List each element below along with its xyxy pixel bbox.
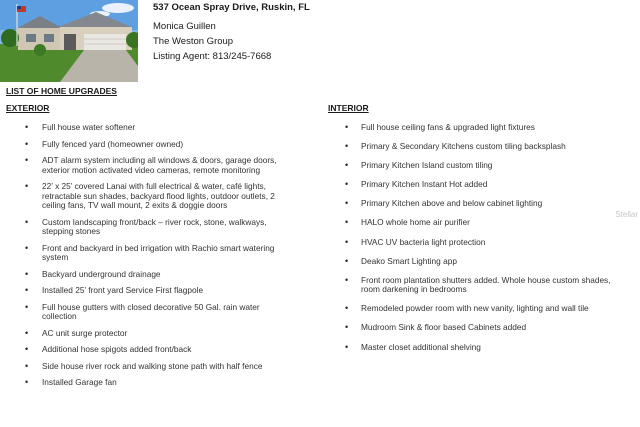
interior-section xyxy=(328,103,628,362)
list-item: • Primary Kitchen above and below cabinet lighting xyxy=(328,199,628,209)
list-item: • Installed Garage fan xyxy=(6,378,296,388)
exterior-list xyxy=(6,123,296,388)
list-item: • AC unit surge protector xyxy=(6,329,296,339)
listing-header xyxy=(153,0,310,62)
list-item: • HALO whole home air purifier xyxy=(328,218,628,228)
list-item: • Front and backyard in bed irrigation with Rachio smart watering system xyxy=(6,244,296,263)
interior-heading: INTERIOR xyxy=(328,103,369,113)
list-item: • Fully fenced yard (homeowner owned) xyxy=(6,140,296,150)
list-item: • Master closet additional shelving xyxy=(328,343,628,353)
list-item: • 22’ x 25’ covered Lanai with full electrical & water, café lights, retractable sun shades, backyard flood lights, outdoor outlets, 2 ceiling fans, TV wall mount, 2 exits & doggie doors xyxy=(6,182,296,211)
list-item: • Deako Smart Lighting app xyxy=(328,257,628,267)
list-title: LIST OF HOME UPGRADES xyxy=(6,86,117,96)
listing-agent-phone: Listing Agent: 813/245-7668 xyxy=(153,51,272,62)
list-item: • Mudroom Sink & floor based Cabinets added xyxy=(328,323,628,333)
list-item: • Primary & Secondary Kitchens custom tiling backsplash xyxy=(328,142,628,152)
interior-list xyxy=(328,123,628,352)
list-item: • Primary Kitchen Instant Hot added xyxy=(328,180,628,190)
list-item: • Front room plantation shutters added. Whole house custom shades, room darkening in bedrooms xyxy=(328,276,628,295)
list-item: • Installed 25’ front yard Service First flagpole xyxy=(6,286,296,296)
agent-name: Monica Guillen xyxy=(153,21,216,32)
watermark: Stellar xyxy=(615,210,638,219)
house-photo xyxy=(0,0,138,82)
list-item: • ADT alarm system including all windows & doors, garage doors, exterior motion activated video cameras, remote monitoring xyxy=(6,156,296,175)
list-item: • Full house water softener xyxy=(6,123,296,133)
brokerage-name: The Weston Group xyxy=(153,36,234,47)
list-item: • Remodeled powder room with new vanity, lighting and wall tile xyxy=(328,304,628,314)
list-item: • Custom landscaping front/back – river rock, stone, walkways, stepping stones xyxy=(6,218,296,237)
list-item: • HVAC UV bacteria light protection xyxy=(328,238,628,248)
property-address: 537 Ocean Spray Drive, Ruskin, FL xyxy=(153,2,310,13)
exterior-heading: EXTERIOR xyxy=(6,103,50,113)
list-item: • Additional hose spigots added front/back xyxy=(6,345,296,355)
list-item: • Side house river rock and walking stone path with half fence xyxy=(6,362,296,372)
list-item: • Backyard underground drainage xyxy=(6,270,296,280)
exterior-section xyxy=(6,103,296,395)
list-item: • Full house ceiling fans & upgraded light fixtures xyxy=(328,123,628,133)
list-item: • Full house gutters with closed decorative 50 Gal. rain water collection xyxy=(6,303,296,322)
house-illustration xyxy=(0,0,138,82)
list-item: • Primary Kitchen Island custom tiling xyxy=(328,161,628,171)
